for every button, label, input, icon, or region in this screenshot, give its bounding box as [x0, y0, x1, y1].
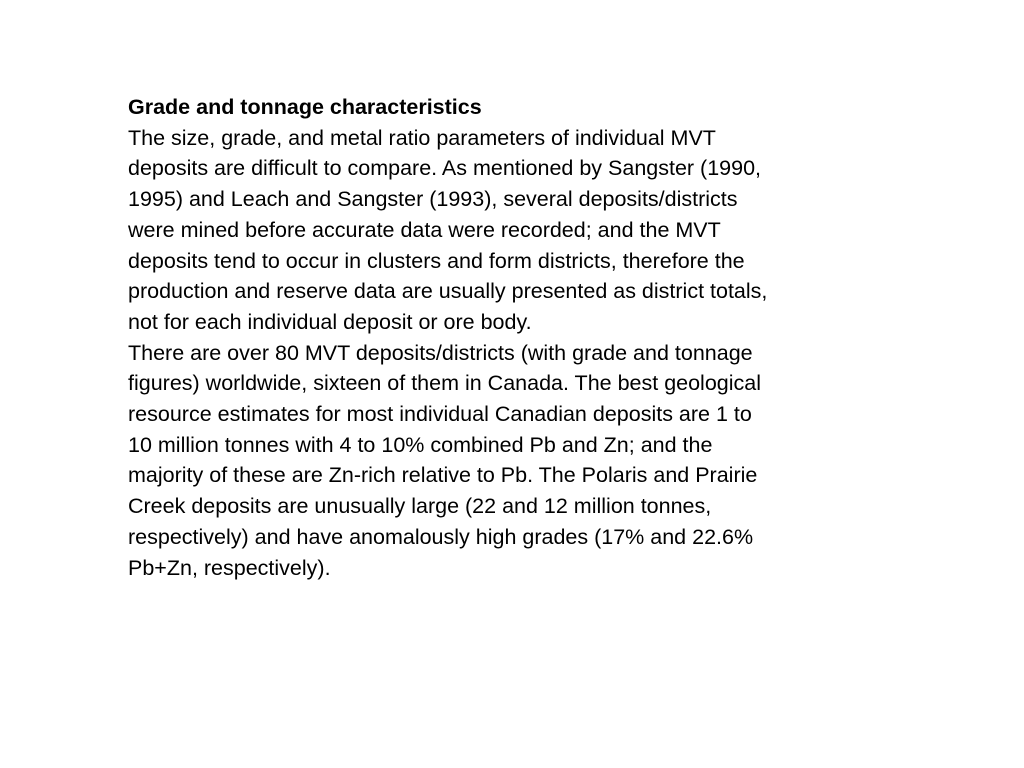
paragraph-2-line: resource estimates for most individual Canadian deposits are 1 to [128, 402, 752, 427]
paragraph-2 [128, 338, 918, 584]
paragraph-2-line: There are over 80 MVT deposits/districts (with grade and tonnage [128, 340, 753, 365]
paragraph-2-line: majority of these are Zn-rich relative to Pb. The Polaris and Prairie [128, 463, 758, 488]
paragraph-1-line: were mined before accurate data were recorded; and the MVT [128, 217, 721, 242]
paragraph-1-line: not for each individual deposit or ore body. [128, 309, 532, 334]
paragraph-1-line: The size, grade, and metal ratio parameters of individual MVT [128, 125, 716, 150]
paragraph-2-line: 10 million tonnes with 4 to 10% combined Pb and Zn; and the [128, 432, 713, 457]
paragraph-2-line: figures) worldwide, sixteen of them in Canada. The best geological [128, 371, 762, 396]
paragraph-2-line: respectively) and have anomalously high grades (17% and 22.6% [128, 524, 754, 549]
paragraph-1-line: production and reserve data are usually presented as district totals, [128, 279, 768, 304]
paragraph-2-line: Creek deposits are unusually large (22 and 12 million tonnes, [128, 494, 712, 519]
paragraph-1-line: deposits are difficult to compare. As mentioned by Sangster (1990, [128, 156, 762, 181]
paragraph-1 [128, 123, 918, 338]
paragraph-1-line: 1995) and Leach and Sangster (1993), several deposits/districts [128, 187, 738, 212]
paragraph-2-line: Pb+Zn, respectively). [128, 555, 331, 580]
section-heading: Grade and tonnage characteristics [128, 95, 482, 119]
text-block [128, 92, 918, 583]
paragraph-1-line: deposits tend to occur in clusters and form districts, therefore the [128, 248, 745, 273]
